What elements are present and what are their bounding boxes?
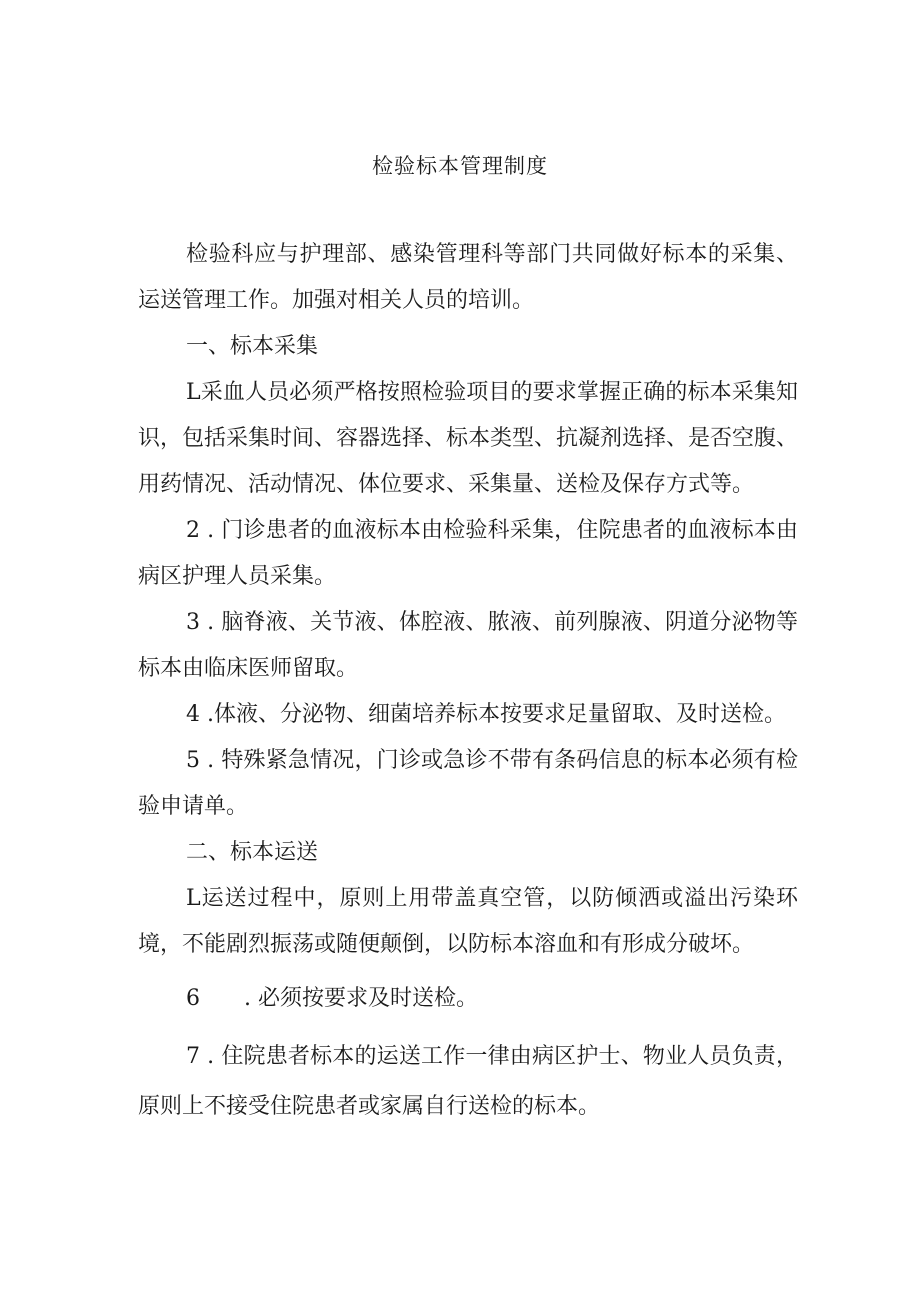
paragraph-transport-1: L运送过程中，原则上用带盖真空管，以防倾洒或溢出污染环境，不能剧烈振荡或随便颠倒，以防标本溶血和有形成分破坏。 xyxy=(138,886,798,957)
section-heading-collection: 一、标本采集 xyxy=(186,334,319,359)
document-body xyxy=(138,232,798,1132)
paragraph-transport-3: 7 . 住院患者标本的运送工作一律由病区护士、物业人员负责，原则上不接受住院患者或家属自行送检的标本。 xyxy=(138,1044,798,1119)
paragraph-collection-3: 3 . 脑脊液、关节液、体腔液、脓液、前列腺液、阴道分泌物等标本由临床医师留取。 xyxy=(138,610,798,681)
paragraph-intro: 检验科应与护理部、感染管理科等部门共同做好标本的采集、运送管理工作。加强对相关人员的培训。 xyxy=(138,242,798,313)
paragraph-collection-1: L采血人员必须严格按照检验项目的要求掌握正确的标本采集知识，包括采集时间、容器选择、标本类型、抗凝剂选择、是否空腹、用药情况、活动情况、体位要求、采集量、送检及保存方式等。 xyxy=(138,380,799,497)
paragraph-collection-5: 5 . 特殊紧急情况，门诊或急诊不带有条码信息的标本必须有检验申请单。 xyxy=(138,748,798,819)
paragraph-transport-2: 6 . 必须按要求及时送检。 xyxy=(186,986,478,1011)
paragraph-collection-2: 2 . 门诊患者的血液标本由检验科采集，住院患者的血液标本由病区护理人员采集。 xyxy=(138,518,798,589)
paragraph-collection-4: 4 .体液、分泌物、细菌培养标本按要求足量留取、及时送检。 xyxy=(186,702,786,727)
section-heading-transport: 二、标本运送 xyxy=(186,840,319,865)
document-title: 检验标本管理制度 xyxy=(372,154,548,178)
